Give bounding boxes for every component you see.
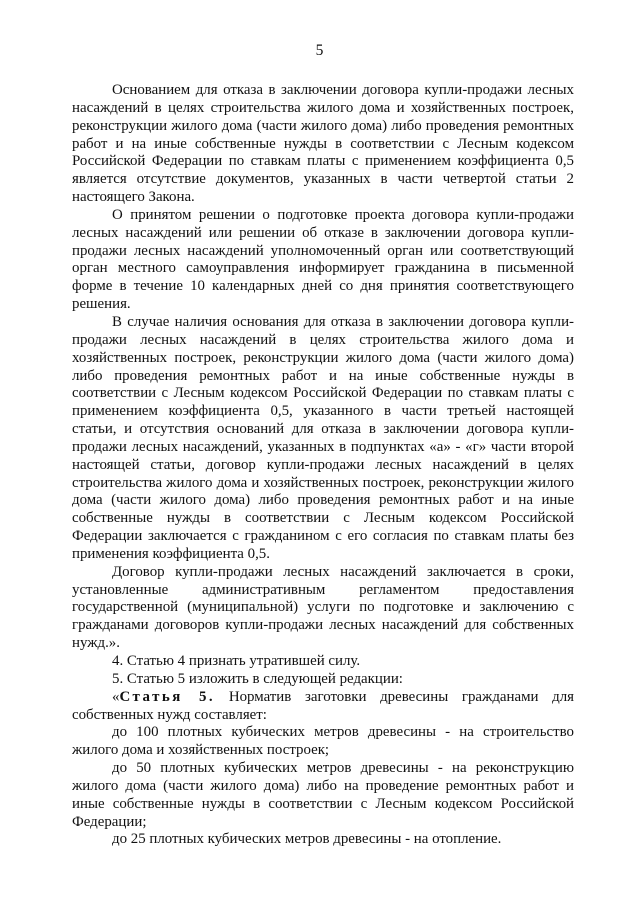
paragraph-norm-construction: до 100 плотных кубических метров древесины - на строительство жилого дома и хозяйственных построек;	[72, 724, 574, 759]
page-number: 5	[315, 42, 324, 59]
paragraph-article-5-norm	[72, 689, 574, 725]
article-heading: Статья 5.	[119, 688, 216, 705]
paragraph-norm-heating: до 25 плотных кубических метров древесины - на отопление.	[112, 831, 502, 848]
article-text: Норматив заготовки древесины гражданами для собственных нужд составляет:	[72, 688, 575, 723]
paragraph-decision-notification: О принятом решении о подготовке проекта договора купли-продажи лесных насаждений или решении об отказе в заключении договора купли-продажи лесных насаждений уполномоченный орган или соответствующий орган местного самоуправления информирует гражданина в письменной форме в течение 10 календарных дней со дня принятия соответствующего решения.	[72, 206, 574, 313]
paragraph-norm-reconstruction: до 50 плотных кубических метров древесины - на реконструкцию жилого дома (части жилого дома) либо на проведение ремонтных работ и иные собственные нужды в соответствии с Лесным кодексом Российской Федерации;	[72, 760, 574, 830]
paragraph-refusal-grounds: Основанием для отказа в заключении договора купли-продажи лесных насаждений в целях строительства жилого дома и хозяйственных построек, реконструкции жилого дома (части жилого дома) либо проведения ремонтных работ и на иные собственные нужды в соответствии с Лесным кодексом Российской Федерации по ставкам платы с применением коэффициента 0,5 является отсутствие документов, указанных в части четвертой статьи 2 настоящего Закона.	[72, 82, 574, 206]
paragraph-contract-terms: Договор купли-продажи лесных насаждений заключается в сроки, установленные административным регламентом предоставления государственной (муниципальной) услуги по подготовке и заключению с гражданами договоров купли-продажи лесных насаждений для собственных нужд.».	[72, 563, 574, 652]
quote-mark: «	[112, 688, 120, 705]
paragraph-article-4: 4. Статью 4 признать утратившей силу.	[112, 653, 361, 669]
paragraph-article-5-intro: 5. Статью 5 изложить в следующей редакции:	[112, 670, 403, 687]
document-body	[72, 82, 574, 849]
paragraph-refusal-case: В случае наличия основания для отказа в заключении договора купли-продажи лесных насаждений в целях строительства жилого дома и хозяйственных построек, реконструкции жилого дома (части жилого дома) либо проведения ремонтных работ и на иные собственные нужды в соответствии с Лесным кодексом Российской Федерации по ставкам платы с применением коэффициента 0,5, указанного в части третьей настоящей статьи, и отсутствия оснований для отказа в заключении договора купли-продажи лесных насаждений, указанных в подпунктах «а» - «г» части второй настоящей статьи, договор купли-продажи лесных насаждений в целях строительства жилого дома и хозяйственных построек, реконструкции жилого дома (части жилого дома) либо проведения ремонтных работ и на иные собственные нужды в соответствии с Лесным кодексом Российской Федерации заключается с гражданином с его согласия по ставкам платы без применения коэффициента 0,5.	[72, 313, 574, 562]
